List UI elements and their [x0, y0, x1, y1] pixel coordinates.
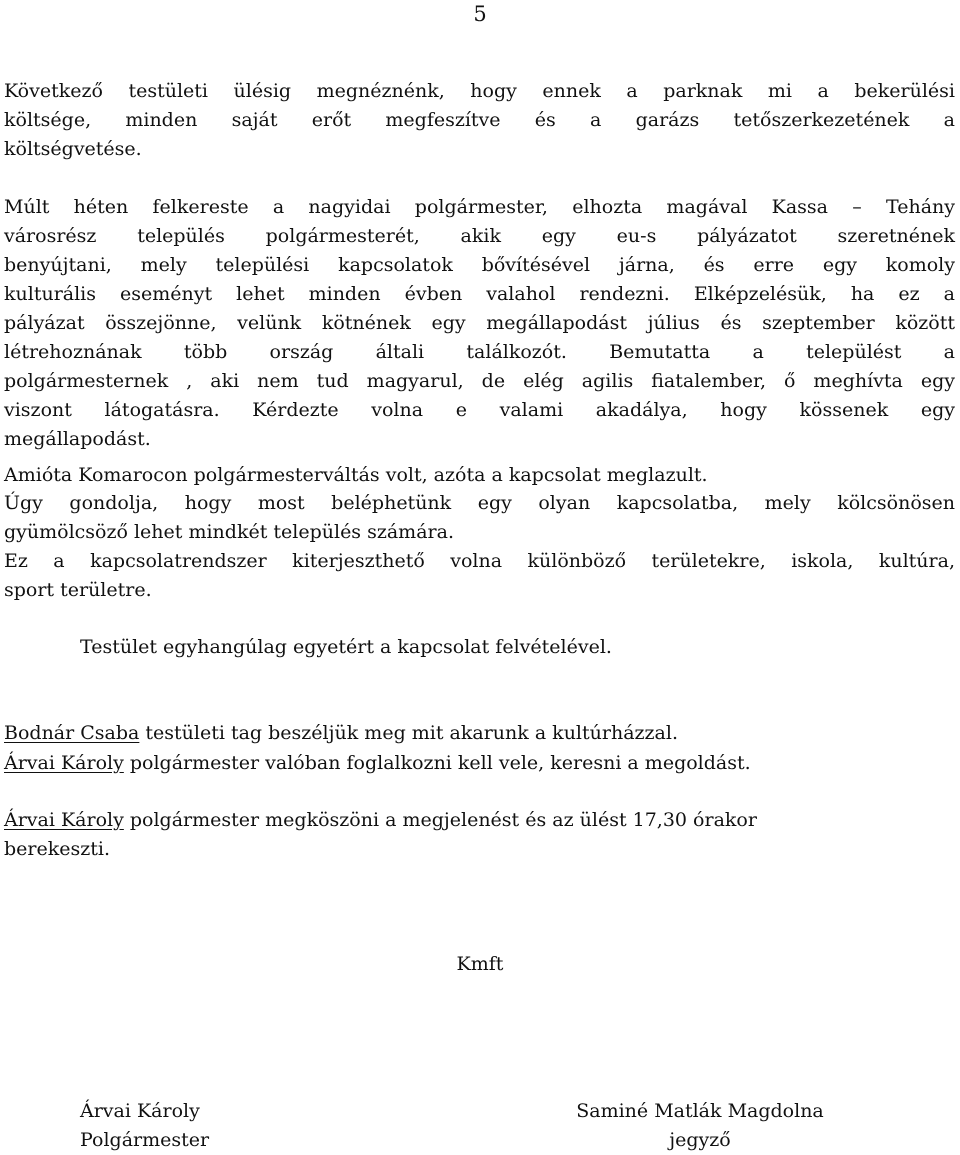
page-number: 5 — [473, 2, 487, 26]
closing-statement — [4, 806, 757, 864]
paragraph-line: viszont látogatásra. Kérdezte volna e valami akadálya, hogy kössenek egy — [4, 399, 955, 421]
speaker-name: Árvai Károly — [4, 752, 124, 774]
paragraph-line: sport területre. — [4, 579, 152, 601]
paragraph-line: Múlt héten felkereste a nagyidai polgármester, elhozta magával Kassa – Tehány — [4, 196, 955, 218]
speaker-text: polgármester valóban foglalkozni kell vele, keresni a megoldást. — [123, 752, 751, 774]
signature-name: Saminé Matlák Magdolna — [576, 1100, 824, 1122]
paragraph-mutual-benefit — [4, 489, 955, 547]
paragraph-line: költsége, minden saját erőt megfeszítve és a garázs tetőszerkezetének a — [4, 109, 955, 131]
paragraph-extension — [4, 547, 955, 605]
speaker-name: Bodnár Csaba — [4, 722, 140, 744]
closing-line: berekeszti. — [4, 838, 111, 860]
paragraph-line: Következő testületi ülésig megnéznénk, hogy ennek a parknak mi a bekerülési — [4, 80, 955, 102]
paragraph-line: megállapodást. — [4, 428, 151, 450]
closing-line — [4, 806, 757, 835]
paragraph-line: városrész település polgármesterét, akik egy eu-s pályázatot szeretnének — [4, 225, 955, 247]
speaker-statement — [4, 749, 751, 778]
paragraph-park-costs — [4, 77, 955, 164]
closing-text: polgármester megköszöni a megjelenést és az ülést 17,30 órakor — [123, 809, 757, 831]
speaker-name: Árvai Károly — [4, 809, 124, 831]
signature-title: jegyző — [669, 1129, 731, 1151]
paragraph-line: Ez a kapcsolatrendszer kiterjeszthető volna különböző területekre, iskola, kultúra, — [4, 550, 955, 572]
paragraph-line: polgármesternek , aki nem tud magyarul, de elég agilis fiatalember, ő meghívta egy — [4, 370, 955, 392]
paragraph-line: gyümölcsöző lehet mindkét település számára. — [4, 521, 454, 543]
signature-title: Polgármester — [80, 1129, 210, 1151]
signature-mayor — [80, 1097, 209, 1155]
signature-name: Árvai Károly — [80, 1100, 200, 1122]
paragraph-line: kulturális eseményt lehet minden évben valahol rendezni. Elképzelésük, ha ez a — [4, 283, 955, 305]
paragraph-line: költségvetése. — [4, 138, 142, 160]
speaker-text: testületi tag beszéljük meg mit akarunk a kultúrházzal. — [139, 722, 678, 744]
resolution-statement: Testület egyhangúlag egyetért a kapcsolat felvételével. — [80, 636, 612, 658]
paragraph-line: Amióta Komarocon polgármesterváltás volt, azóta a kapcsolat meglazult. — [4, 464, 708, 486]
signature-notary — [545, 1097, 855, 1155]
paragraph-line: pályázat összejönne, velünk kötnének egy megállapodást július és szeptember között — [4, 312, 955, 334]
paragraph-line: létrehoznának több ország általi találkozót. Bemutatta a települést a — [4, 341, 955, 363]
paragraph-komarocon — [4, 461, 955, 490]
paragraph-line: benyújtani, mely települési kapcsolatok bővítésével járna, és erre egy komoly — [4, 254, 955, 276]
kmft-label: Kmft — [456, 953, 504, 975]
paragraph-line: Úgy gondolja, hogy most beléphetünk egy olyan kapcsolatba, mely kölcsönösen — [4, 492, 955, 514]
speaker-statement — [4, 719, 678, 748]
paragraph-partnership-visit — [4, 193, 955, 454]
